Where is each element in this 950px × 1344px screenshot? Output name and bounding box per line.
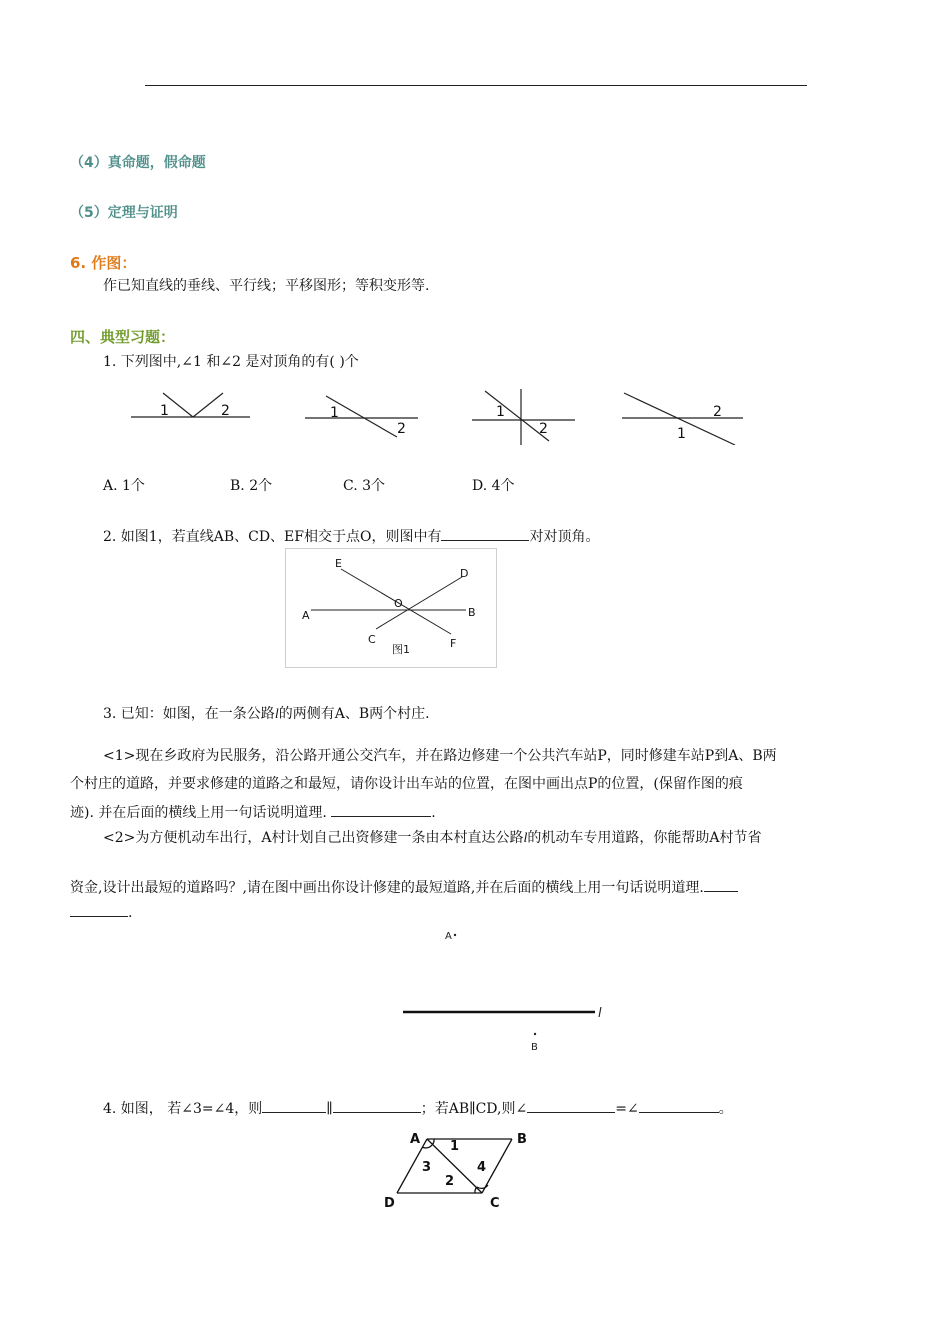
q3-p2-line1-text: <2>为方便机动车出行，A村计划自己出资修建一条由本村直达公路 bbox=[103, 830, 524, 846]
q1-fig-b-label-1: 1 bbox=[330, 405, 339, 421]
q3-p1-line3 bbox=[70, 802, 436, 823]
q4-label-d: D bbox=[384, 1196, 395, 1211]
q3-p1-line1: <1>现在乡政府为民服务，沿公路开通公交汽车，并在路边修建一个公共汽车站P，同时修建车站P到A、B两 bbox=[103, 748, 777, 764]
q2-label-d: D bbox=[460, 567, 469, 580]
q4-label-a: A bbox=[410, 1132, 421, 1147]
q3-stem-b: 的两侧有A、B两个村庄. bbox=[278, 706, 430, 722]
section-5-heading: （5）定理与证明 bbox=[70, 205, 178, 221]
q4-blank-3[interactable] bbox=[527, 1098, 615, 1113]
q4-blank-4[interactable] bbox=[639, 1098, 719, 1113]
q1-fig-b-label-2: 2 bbox=[397, 421, 406, 437]
section-6-heading: 6. 作图： bbox=[70, 254, 137, 272]
q4-end: 。 bbox=[718, 1101, 733, 1117]
q2-caption: 图1 bbox=[392, 643, 410, 656]
q4-eq: =∠ bbox=[615, 1101, 639, 1117]
q4-angle-1: 1 bbox=[450, 1139, 460, 1154]
q4-parallel: ∥ bbox=[326, 1101, 333, 1117]
q3-p2-line3-end: . bbox=[128, 905, 133, 921]
q4-label-c: C bbox=[490, 1196, 500, 1211]
q3-p2-line1-tail: 的机动车专用道路，你能帮助A村节省 bbox=[527, 830, 762, 846]
q3-road-symbol: l bbox=[274, 707, 279, 722]
q4-stem bbox=[103, 1098, 733, 1119]
q1-fig-a-label-2: 2 bbox=[221, 403, 230, 419]
q3-point-a-label: A bbox=[445, 931, 452, 942]
q1-option-b: B. 2个 bbox=[230, 478, 273, 494]
q1-fig-d-label-2: 2 bbox=[713, 404, 722, 420]
q1-fig-a-label-1: 1 bbox=[160, 403, 169, 419]
q4-stem-a: 4. 如图， 若∠3=∠4，则 bbox=[103, 1101, 263, 1117]
q4-label-b: B bbox=[517, 1132, 527, 1147]
q3-p2-line2-text: 资金,设计出最短的道路吗？,请在图中画出你设计修建的最短道路,并在后面的横线上用一句话说明道理. bbox=[70, 880, 704, 896]
q3-p1-answer-blank[interactable] bbox=[331, 802, 431, 817]
q4-angle-2: 2 bbox=[445, 1174, 455, 1189]
q3-p2-line2 bbox=[70, 877, 738, 898]
header-rule bbox=[145, 85, 807, 86]
q3-point-a bbox=[454, 934, 456, 936]
q3-p2-line1 bbox=[103, 828, 761, 849]
q2-label-e: E bbox=[335, 557, 342, 570]
q3-p2-answer-blank-b[interactable] bbox=[70, 902, 128, 917]
q1-fig-c-label-1: 1 bbox=[496, 404, 505, 420]
q3-stem bbox=[103, 704, 430, 725]
exercises-heading: 四、典型习题： bbox=[70, 328, 176, 346]
q4-blank-2[interactable] bbox=[333, 1098, 421, 1113]
q3-road-label: l bbox=[598, 1006, 602, 1021]
q3-point-b bbox=[534, 1033, 536, 1035]
q1-figure-set bbox=[125, 385, 765, 445]
q2-label-a: A bbox=[302, 609, 310, 622]
q1-fig-c-label-2: 2 bbox=[539, 421, 548, 437]
q2-answer-blank[interactable] bbox=[441, 526, 529, 541]
q3-p2-answer-blank-a[interactable] bbox=[704, 877, 738, 892]
q3-point-b-label: B bbox=[531, 1042, 538, 1053]
q3-p1-line3-end: . bbox=[431, 805, 436, 821]
q2-stem bbox=[103, 526, 599, 547]
q3-p1-line2: 个村庄的道路，并要求修建的道路之和最短，请你设计出车站的位置，在图中画出点P的位置，(保留作图的痕 bbox=[70, 776, 743, 792]
q3-p2-road-symbol: l bbox=[523, 831, 528, 846]
q1-option-c: C. 3个 bbox=[343, 478, 386, 494]
q3-p1-line3-text: 迹). 并在后面的横线上用一句话说明道理. bbox=[70, 805, 327, 821]
q1-option-a: A. 1个 bbox=[103, 478, 145, 494]
q2-label-c: C bbox=[368, 633, 376, 646]
q2-label-o: O bbox=[394, 597, 403, 610]
q2-label-b: B bbox=[468, 606, 476, 619]
q1-stem: 1. 下列图中,∠1 和∠2 是对顶角的有( )个 bbox=[103, 354, 359, 370]
q4-angle-3: 3 bbox=[422, 1160, 432, 1175]
q3-stem-a: 3. 已知：如图，在一条公路 bbox=[103, 706, 275, 722]
q4-figure-svg bbox=[382, 1125, 542, 1215]
q4-blank-1[interactable] bbox=[262, 1098, 326, 1113]
q4-angle-4: 4 bbox=[477, 1160, 487, 1175]
q1-option-d: D. 4个 bbox=[472, 478, 515, 494]
q3-figure bbox=[395, 925, 615, 1060]
q1-fig-d-label-1: 1 bbox=[677, 426, 686, 442]
q2-stem-b: 对对顶角。 bbox=[529, 529, 600, 545]
q2-figure-svg bbox=[286, 549, 496, 667]
q2-stem-a: 2. 如图1，若直线AB、CD、EF相交于点O，则图中有 bbox=[103, 529, 442, 545]
q2-figure bbox=[285, 548, 497, 668]
q4-figure bbox=[382, 1125, 542, 1215]
q4-semi: ；若AB∥CD,则∠ bbox=[420, 1101, 528, 1117]
q3-p2-line3 bbox=[70, 902, 132, 923]
q2-label-f: F bbox=[450, 637, 457, 650]
q3-figure-svg bbox=[395, 925, 615, 1060]
section-6-body: 作已知直线的垂线、平行线；平移图形；等积变形等. bbox=[103, 278, 430, 294]
q1-figures bbox=[125, 385, 765, 445]
section-4-heading: （4）真命题，假命题 bbox=[70, 155, 206, 171]
